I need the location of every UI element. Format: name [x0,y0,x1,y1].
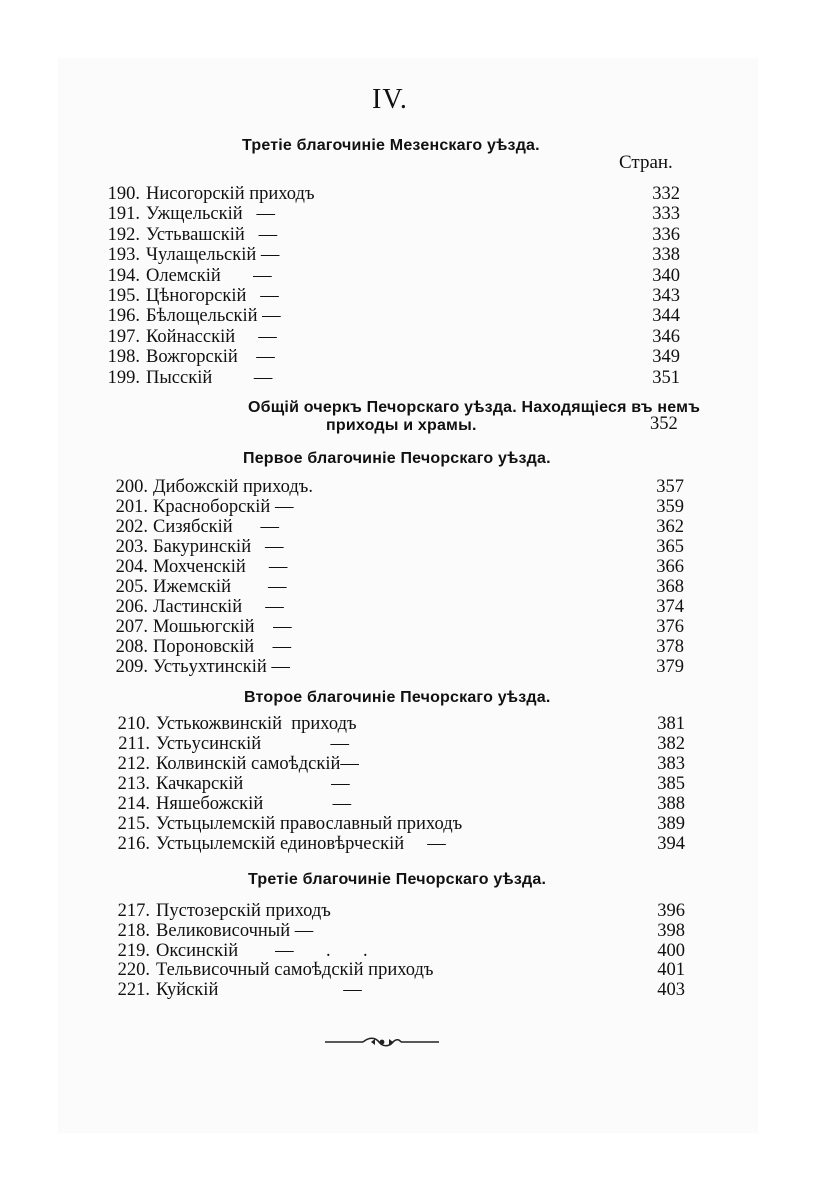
toc-entry [0,921,800,941]
entry-number: 209. [115,657,148,677]
overview-heading-line1: Общій очеркъ Печорскаго уѣзда. Находящіеся въ немъ [248,399,701,416]
entry-page: 389 [657,814,685,834]
entry-page: 359 [656,497,684,517]
toc-entry [0,617,800,637]
entry-title: Пустозерскій приходъ [156,901,331,921]
entry-title: Дибожскій приходъ. [153,477,313,497]
toc-entry [0,901,800,921]
entry-title: Ластинскій — [153,597,284,617]
entry-title: Нисогорскій приходъ [146,184,315,204]
entry-title: Устькожвинскій приходъ [156,714,357,734]
entry-number: 191. [107,204,140,225]
entry-number: 221. [117,980,150,1001]
section-heading-pechora-2: Второе благочиніе Печорскаго уѣзда. [244,689,551,706]
entry-title: Колвинскій самоѣдскій— [156,754,359,774]
entry-number: 212. [117,754,150,774]
ornament-divider-icon [323,1035,441,1049]
entry-page: 333 [652,204,680,225]
entry-page: 351 [652,367,680,388]
entry-number: 201. [115,497,148,517]
entry-title: Ужщельскій — [146,204,275,225]
entry-number: 194. [107,265,140,286]
entry-page: 378 [656,637,684,657]
toc-entry [0,517,800,537]
entry-number: 203. [115,537,148,557]
toc-entry [0,794,800,814]
entry-title: Цѣногорскій — [146,286,279,306]
entry-title: Качкарскій — [156,774,350,794]
toc-entry [0,266,800,286]
entry-title: Устьцылемскій единовѣрческій — [156,834,446,854]
toc-entry [0,960,800,980]
entry-page: 344 [652,306,680,327]
toc-entry [0,714,800,734]
entry-number: 218. [117,920,150,941]
entry-page: 338 [652,245,680,266]
entry-title: Вожгорскій — [146,347,275,368]
toc-entry [0,814,800,834]
entry-title: Пороновскій — [153,637,292,657]
entry-number: 196. [107,306,140,327]
entry-title: Сизябскій — [153,517,279,537]
entry-title: Оксинскій — . . [156,940,368,961]
entry-title: Койнасскій — [146,326,277,347]
entry-page: 388 [657,794,685,814]
entry-number: 211. [118,734,150,754]
entry-page: 401 [657,960,685,981]
entry-number: 208. [115,637,148,657]
entry-number: 210. [117,714,150,734]
entry-number: 192. [107,224,140,245]
entry-number: 219. [117,940,150,961]
entry-title: Мохченскій — [153,557,288,577]
entry-number: 214. [117,794,150,814]
toc-entry [0,941,800,961]
entry-title: Устьухтинскій — [153,657,290,677]
toc-entry [0,497,800,517]
entry-title: Чулащельскій — [146,245,280,266]
entry-page: 385 [657,774,685,794]
toc-entry [0,245,800,265]
entry-page: 365 [656,537,684,557]
entry-title: Тельвисочный самоѣдскій приходъ [156,960,434,981]
entry-title: Устьцылемскій православный приходъ [156,814,463,834]
entry-number: 200. [115,477,148,497]
toc-entry [0,734,800,754]
entry-page: 398 [657,920,685,941]
toc-entry [0,657,800,677]
toc-entry [0,557,800,577]
entry-page: 374 [656,597,684,617]
entry-number: 190. [107,184,140,204]
entry-page: 396 [657,901,685,921]
entry-page: 366 [656,557,684,577]
entry-number: 199. [107,367,140,388]
entry-page: 403 [657,980,685,1001]
entry-page: 376 [656,617,684,637]
entry-number: 220. [117,960,150,981]
entry-title: Устьвашскій — [146,224,278,245]
entry-page: 346 [652,326,680,347]
overview-page [650,414,690,434]
entry-title: Бакуринскій — [153,537,284,557]
entry-page: 362 [656,517,684,537]
toc-entry [0,834,800,854]
toc-entry [0,774,800,794]
toc-entry [0,577,800,597]
entry-title: Устьусинскій — [156,734,349,754]
entry-title: Бѣлощельскій — [146,306,281,327]
entry-number: 215. [117,814,150,834]
entry-title: Няшебожскій — [156,794,352,814]
toc-entry [0,306,800,326]
entry-page: 400 [657,940,685,961]
entry-page: 382 [657,734,685,754]
overview-page-number: 352 [650,414,678,434]
toc-entry [0,347,800,367]
entry-title: Мошьюгскій — [153,617,292,637]
toc-entry [0,637,800,657]
toc-entry [0,477,800,497]
entry-title: Пысскій — [146,367,273,388]
entry-page: 381 [657,714,685,734]
entry-number: 204. [115,557,148,577]
toc-entry [0,980,800,1000]
entry-number: 206. [115,597,148,617]
toc-entry [0,204,800,224]
entry-page: 368 [656,577,684,597]
entry-number: 207. [115,617,148,637]
entry-title: Красноборскій — [153,497,294,517]
page-number: IV. [372,84,408,115]
section-heading-pechora-3: Третіе благочиніе Печорскаго уѣзда. [248,871,547,888]
entry-number: 198. [107,347,140,368]
toc-entry [0,286,800,306]
entry-title: Куйскій — [156,980,362,1001]
section-heading-mezen-3: Третіе благочиніе Мезенскаго уѣзда. [242,137,540,154]
toc-entry [0,225,800,245]
entry-number: 216. [117,834,150,854]
entry-page: 383 [657,754,685,774]
entry-page: 340 [652,265,680,286]
entry-title: Великовисочный — [156,920,314,941]
entry-number: 202. [115,517,148,537]
entry-number: 195. [107,286,140,306]
toc-entry [0,754,800,774]
entry-page: 357 [656,477,684,497]
toc-entry [0,537,800,557]
column-header-pages: Стран. [619,152,673,173]
overview-heading-line2: приходы и храмы. [326,417,477,434]
entry-page: 394 [657,834,685,854]
entry-page: 349 [652,347,680,368]
toc-entry [0,597,800,617]
entry-page: 336 [652,224,680,245]
toc-entry [0,184,800,204]
entry-number: 217. [117,901,150,921]
entry-title: Ижемскій — [153,577,287,597]
section-heading-pechora-1: Первое благочиніе Печорскаго уѣзда. [243,450,551,467]
entry-page: 332 [652,184,680,204]
entry-number: 213. [117,774,150,794]
entry-number: 205. [115,577,148,597]
entry-number: 193. [107,245,140,266]
entry-number: 197. [107,326,140,347]
entry-page: 343 [652,286,680,306]
entry-title: Олемскій — [146,265,272,286]
entry-page: 379 [656,657,684,677]
toc-entry [0,368,800,388]
toc-entry [0,327,800,347]
